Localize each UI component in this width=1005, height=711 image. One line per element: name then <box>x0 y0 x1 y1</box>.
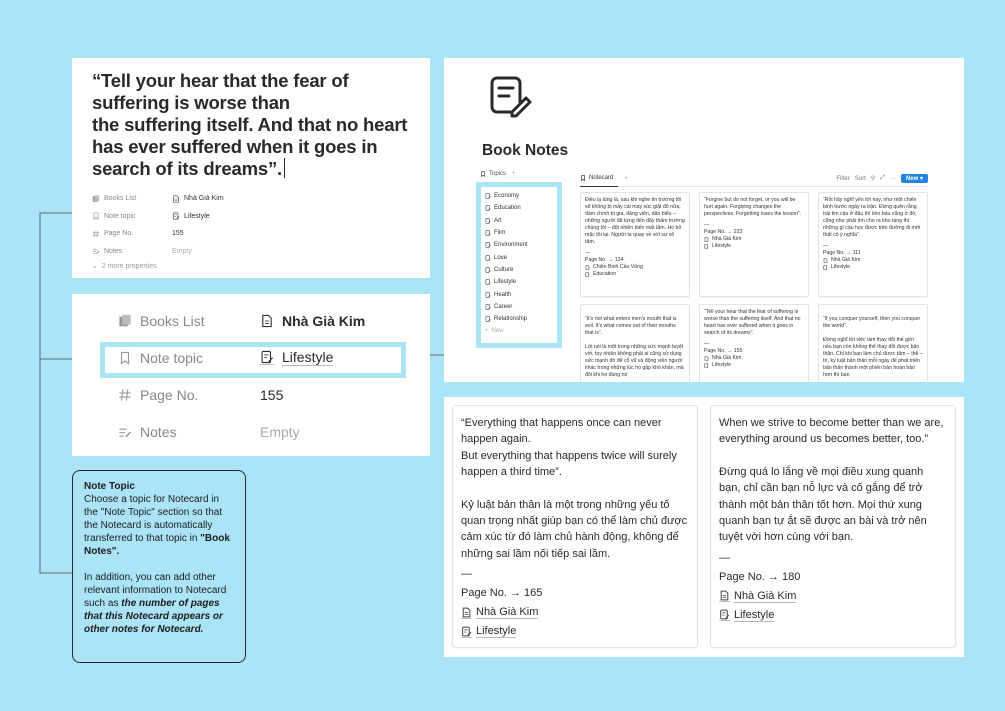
hash-icon <box>118 388 132 402</box>
bookmark-icon <box>92 212 100 220</box>
more-properties-toggle[interactable]: ⌄ 2 more properties <box>92 263 157 270</box>
zoom-property-page-no[interactable]: Page No. 155 <box>72 376 430 413</box>
property-notes[interactable]: Notes Empty <box>92 243 410 261</box>
notecard[interactable]: “Forgive but do not forget, or you will be hurt again. Forgiving changes the perspectives. Forgetting loses the lesson”. — Page No. → 223 Nhà Già Kim Lifestyle <box>699 192 809 297</box>
topic-link[interactable]: Lifestyle <box>719 607 947 623</box>
topic-item[interactable]: Health <box>485 288 553 300</box>
page-icon <box>823 258 828 263</box>
topic-item[interactable]: Film <box>485 227 553 239</box>
books-icon <box>118 314 132 328</box>
book-link[interactable]: Nhà Già Kim <box>461 605 689 621</box>
page-icon <box>461 607 472 619</box>
property-list <box>92 190 410 270</box>
page-icon <box>704 356 709 361</box>
note-page-icon <box>704 363 709 368</box>
zoom-property-books-list[interactable]: Books List Nhà Già Kim <box>72 302 430 339</box>
topic-item[interactable]: Culture <box>485 264 553 276</box>
notecard-detail-panel <box>444 397 964 657</box>
note-page-icon <box>585 272 590 277</box>
topic-item[interactable]: Art <box>485 215 553 227</box>
search-icon[interactable]: ⚲ <box>870 176 876 182</box>
notecard[interactable]: “It’s not what enters men’s mouth that is evil. It’s what comes out of their mouths that is”. Lời nói là một trong những sức mạnh tuyệt vời, tuy nhiên không phải ai cũng sử dụng sức mạnh đó để cổ vũ và động viên người khác trong những lúc họ gặp khó khăn, mà đôi khi họ dùng nó <box>580 304 690 382</box>
book-link[interactable]: Nhà Già Kim <box>719 588 947 604</box>
page-icon <box>260 314 274 328</box>
note-page-icon <box>704 244 709 249</box>
note-page-icon <box>485 279 491 285</box>
property-page-no[interactable]: Page No. 155 <box>92 225 410 243</box>
notecard[interactable]: Điều lạ lùng là, sau khi nghe tin trường tôi sẽ không bị mấy cái máy xúc giật đổ nữa, đám chính trị gia, đảng viên, dân biểu – những người đã từng đến đây thăm trường chúng tôi – đột nhiên biến mất tăm. Họ bỏ mặc tôi lại. Người ta quay về với sự vô tâm. — Page No. → 124 Chiến Binh Cầu Vồng Education <box>580 192 690 297</box>
new-topic-button[interactable]: + New <box>485 328 504 335</box>
page-icon <box>704 237 709 242</box>
topics-list <box>476 182 562 348</box>
page-icon <box>585 265 590 270</box>
callout-paragraph: Choose a topic for Notecard in the "Note Topic" section so that the Notecard is automatically transferred to that topic in "Book Notes". <box>84 494 230 557</box>
note-page-icon <box>172 212 180 220</box>
text-caret <box>284 158 285 178</box>
callout-paragraph: In addition, you can add other relevant information to Notecard such as the number of pages that this Notecard appears or other notes for Notecard. <box>84 572 227 635</box>
page-title: Book Notes <box>482 142 569 159</box>
filter-button[interactable]: Filter <box>836 175 850 182</box>
property-books-list[interactable]: Books List Nhà Già Kim <box>92 190 410 208</box>
page-icon <box>719 590 730 602</box>
note-page-icon <box>485 255 491 261</box>
note-page-icon <box>485 193 491 199</box>
plus-icon: + <box>485 328 489 335</box>
page-icon <box>172 195 180 203</box>
sort-button[interactable]: Sort <box>854 175 866 182</box>
note-topic-callout <box>72 470 246 663</box>
note-page-icon <box>485 218 491 224</box>
zoomed-properties-panel <box>72 294 430 456</box>
notecard[interactable]: “Rồi hãy nghĩ yên tới nay, như một chiến binh trước ngày ra trận. Đừng quên rằng trái tim cậu ở đâu thì kho báu cũng ở đó; cũng như phải tìm cho ra kho tàng thì những gì cậu học được trên đường đi mới thật có ý nghĩa”. — Page No. → 111 Nhà Già Kim Lifestyle <box>818 192 928 297</box>
quote-panel <box>72 58 430 278</box>
tab-notecard[interactable]: Notecard <box>580 171 618 187</box>
add-view-icon[interactable]: + <box>624 175 628 182</box>
note-page-icon <box>485 316 491 322</box>
zoom-property-note-topic[interactable]: Note topic Lifestyle <box>72 339 430 376</box>
notecard[interactable]: When we strive to become better than we are, everything around us becomes better, too.” Đừng quá lo lắng về mọi điều xung quanh bạn, chỉ cần bạn nỗ lực và cố gắng để trở thành một bản thân tốt hơn. Mọi thứ xung quanh bạn tự ắt sẽ được an bài và trở nên tuyệt vời hơn cùng với bạn. — Page No. → 180 Nhà Già Kim Lifestyle <box>710 405 956 648</box>
lines-pencil-icon <box>118 425 132 439</box>
book-notes-panel <box>444 58 964 382</box>
note-page-icon <box>485 242 491 248</box>
notecard[interactable]: “Everything that happens once can never happen again. But everything that happens twice will surely happen a third time”. Kỷ luật bản thân là một trong những yếu tố quan trọng nhất giúp bạn có thể làm chủ được cảm xúc từ đó làm chủ hành động, không để những sai lầm nối tiếp sai lầm. — Page No. → 165 Nhà Già Kim Lifestyle <box>452 405 698 648</box>
hash-icon <box>92 230 100 238</box>
topic-item[interactable]: Environment <box>485 239 553 251</box>
topic-item[interactable]: Career <box>485 301 553 313</box>
new-button[interactable]: New ▾ <box>901 174 928 183</box>
note-page-icon <box>485 304 491 310</box>
notecard[interactable]: “Tell your hear that the fear of suffering is worse than the suffering itself. And that no heart has ever suffered when it goes in search of its dreams”. — Page No. → 155 Nhà Già Kim Lifestyle <box>699 304 809 382</box>
note-page-icon <box>485 230 491 236</box>
books-icon <box>92 195 100 203</box>
notecard[interactable]: “If you conquer yourself, then you conquer the world”. Đừng nghĩ tới việc làm thay đổi thế giới nếu bạn còn không thể thay đổi được bản thân. Chỉ khi bạn làm chủ được tâm – thể – trí, kỷ luật bản thân mỗi ngày để phát triển bản thân thành một phiên bản hoàn hảo hơn thì bạn <box>818 304 928 382</box>
property-note-topic[interactable]: Note topic Lifestyle <box>92 208 410 226</box>
callout-heading: Note Topic <box>84 481 135 492</box>
topic-item[interactable]: Economy <box>485 190 553 202</box>
bookmark-icon <box>580 175 586 181</box>
topic-item[interactable]: Education <box>485 202 553 214</box>
quote-title[interactable]: “Tell your hear that the fear of suffering is worse than the suffering itself. And that no heart has ever suffered when it goes in search of its dreams”. <box>92 70 408 179</box>
note-page-icon <box>719 609 730 621</box>
note-page-icon <box>823 265 828 270</box>
note-page-icon <box>485 205 491 211</box>
highlight-frame <box>100 342 406 378</box>
expand-icon[interactable]: ⤢ <box>880 175 885 181</box>
topic-item[interactable]: Love <box>485 251 553 263</box>
note-page-icon <box>488 74 534 120</box>
more-icon[interactable]: ··· <box>889 175 896 182</box>
note-page-icon <box>461 626 472 638</box>
notecard-gallery <box>580 192 928 382</box>
zoom-property-notes[interactable]: Notes Empty <box>72 413 430 450</box>
add-view-icon[interactable]: + <box>512 171 516 177</box>
note-page-icon <box>485 267 491 273</box>
lines-pencil-icon <box>92 247 100 255</box>
topics-view-tab[interactable]: Topics + <box>480 171 516 177</box>
notecard-toolbar <box>580 171 928 187</box>
topic-item[interactable]: Lifestyle <box>485 276 553 288</box>
note-page-icon <box>485 292 491 298</box>
topic-item[interactable]: Relationship <box>485 313 553 325</box>
topic-link[interactable]: Lifestyle <box>461 624 689 640</box>
bookmark-icon <box>480 171 486 177</box>
